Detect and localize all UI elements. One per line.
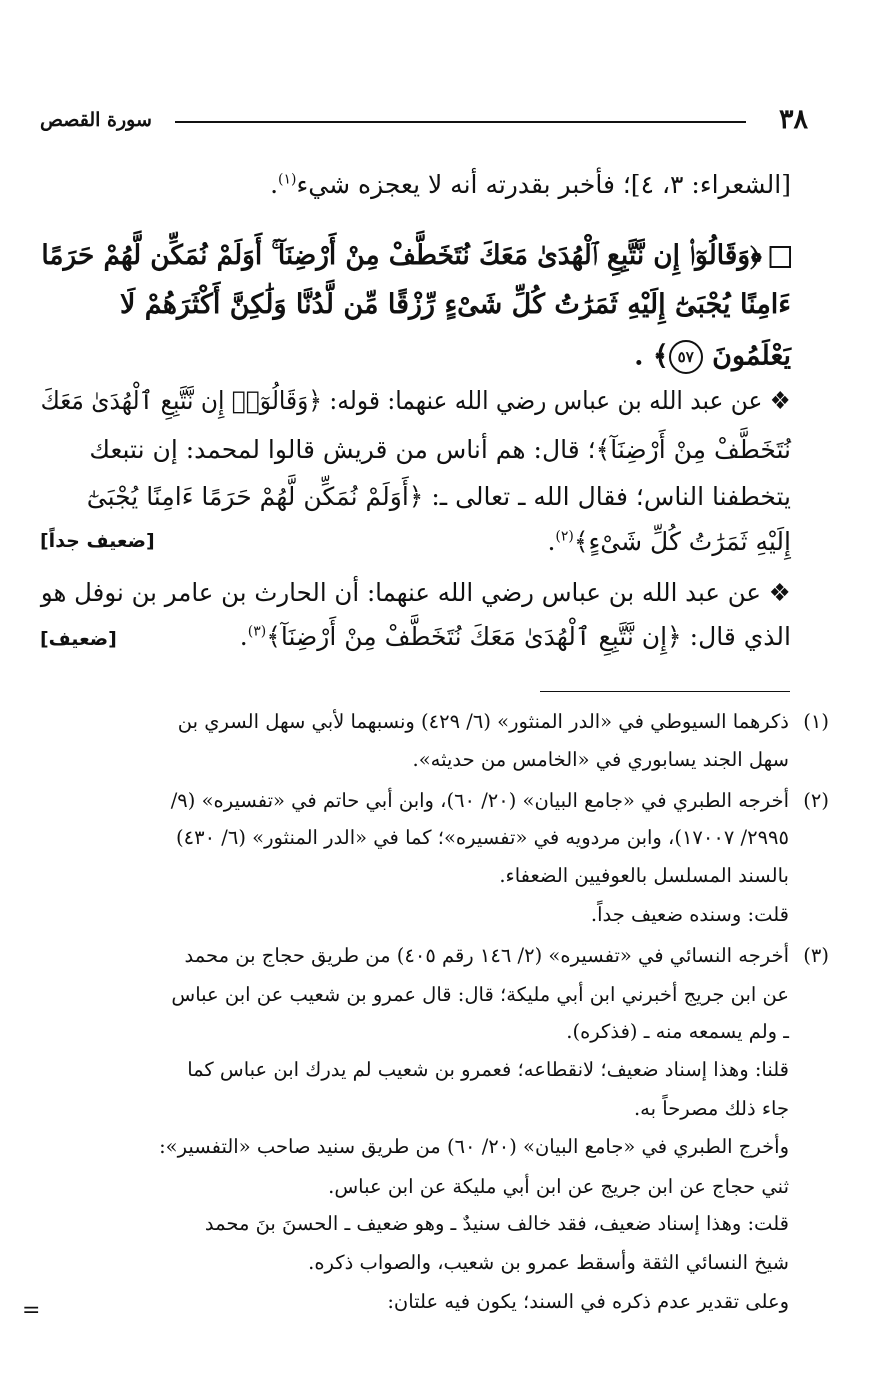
verse-line-2: ءَامِنًا يُجْبَىٰٓ إِلَيْهِ ثَمَرَٰتُ كُلِّ شَىْءٍ رِّزْقًا مِّن لَّدُنَّا وَلَٰكِنَّ أَكْثَرَهُمْ لَا — [119, 289, 791, 320]
footnote-3-line-7: ثني حجاج عن ابن جريج عن ابن أبي مليكة عن ابن عباس. — [328, 1175, 789, 1198]
hadith2-line-2: الذي قال: ﴿إِن نَّتَّبِعِ ٱلْهُدَىٰ مَعَكَ نُتَخَطَّفْ مِنْ أَرْضِنَآ﴾$^{(٣)}$. — [239, 622, 791, 651]
hadith1-line-2: نُتَخَطَّفْ مِنْ أَرْضِنَآ﴾؛ قال: هم أناس من قريش قالوا لمحمد: إن نتبعك — [89, 435, 791, 464]
footnote-3-line-9: شيخ النسائي الثقة وأسقط عمرو بن شعيب، والصواب ذكره. — [308, 1251, 789, 1274]
footnote-3-number: (٣) — [803, 944, 829, 967]
footnote-ref-1[interactable]: (١) — [278, 171, 297, 188]
intro-line: [الشعراء: ٣، ٤]؛ فأخبر بقدرته أنه لا يعجزه شيء$^{(١)}$. — [270, 170, 791, 199]
footnote-1-number: (١) — [803, 710, 829, 733]
page-header — [40, 100, 808, 140]
ayah-number-badge: ٥٧ — [669, 340, 703, 374]
footnote-3-line-8: قلت: وهذا إسناد ضعيف، فقد خالف سنيدٌ ـ وهو ضعيف ـ الحسنَ بنَ محمد — [204, 1212, 789, 1235]
footnote-3-line-10: وعلى تقدير عدم ذكره في السند؛ يكون فيه علتان: — [387, 1290, 789, 1313]
footnote-3-line-6: وأخرج الطبري في «جامع البيان» (٢٠/ ٦٠) من طريق سنيد صاحب «التفسير»: — [159, 1135, 789, 1158]
footnote-1-line-2: سهل الجند يسابوري في «الخامس من حديثه». — [412, 748, 789, 771]
footnote-separator — [540, 691, 790, 692]
footnote-2-line-1: أخرجه الطبري في «جامع البيان» (٢٠/ ٦٠)، وابن أبي حاتم في «تفسيره» (٩/ — [170, 789, 789, 812]
verse-line-3: يَعْلَمُونَ ٥٧﴾ . — [634, 340, 791, 374]
footnote-2-line-4: قلت: وسنده ضعيف جداً. — [590, 903, 789, 926]
footnote-2-line-3: بالسند المسلسل بالعوفيين الضعفاء. — [499, 864, 789, 887]
hadith2-line-1: ❖ عن عبد الله بن عباس رضي الله عنهما: أن الحارث بن عامر بن نوفل هو — [41, 578, 791, 607]
hadith1-line-1: ❖ عن عبد الله بن عباس رضي الله عنهما: قوله: ﴿وَقَالُوٓا۟ إِن نَّتَّبِعِ ٱلْهُدَىٰ مَعَكَ — [40, 386, 791, 415]
footnote-2-line-2: ٢٩٩٥/ ١٧٠٠٧)، وابن مردويه في «تفسيره»؛ كما في «الدر المنثور» (٦/ ٤٣٠) — [176, 826, 789, 849]
hadith1-line-4: إِلَيْهِ ثَمَرَٰتُ كُلِّ شَىْءٍ﴾$^{(٢)}$. — [547, 527, 791, 556]
margin-mark: = — [22, 1298, 41, 1323]
footnote-2-number: (٢) — [803, 789, 829, 812]
footnote-3-line-1: أخرجه النسائي في «تفسيره» (٢/ ١٤٦ رقم ٤٠٥) من طريق حجاج بن محمد — [184, 944, 789, 967]
footnote-3-line-5: جاء ذلك مصرحاً به. — [633, 1097, 789, 1120]
footnote-3-line-4: قلنا: وهذا إسناد ضعيف؛ لانقطاعه؛ فعمرو بن شعيب لم يدرك ابن عباس كما — [187, 1058, 789, 1081]
footnote-ref-2[interactable]: (٢) — [555, 528, 574, 545]
page-number: ٣٨ — [778, 104, 808, 135]
surah-title: سورة القصص — [40, 109, 152, 131]
intro-text: [الشعراء: ٣، ٤]؛ فأخبر بقدرته أنه لا يعجزه شيء — [296, 170, 791, 199]
header-rule — [175, 121, 746, 123]
grade-weak: [ضعيف] — [40, 628, 117, 650]
footnote-3-line-2: عن ابن جريج أخبرني ابن أبي مليكة؛ قال: قال عمرو بن شعيب عن ابن عباس — [171, 983, 789, 1006]
square-bullet-icon — [770, 246, 791, 268]
footnote-1-line-1: ذكرهما السيوطي في «الدر المنثور» (٦/ ٤٢٩) ونسبهما لأبي سهل السري بن — [177, 710, 789, 733]
footnote-ref-3[interactable]: (٣) — [247, 623, 267, 640]
hadith1-line-3: يتخطفنا الناس؛ فقال الله ـ تعالى ـ: ﴿أَوَلَمْ نُمَكِّن لَّهُمْ حَرَمًا ءَامِنًا يُجْبَىٰٓ — [86, 482, 791, 511]
footnote-3-line-3: ـ ولم يسمعه منه ـ (فذكره). — [566, 1020, 789, 1043]
verse-line-1: ﴿وَقَالُوٓا۟ إِن نَّتَّبِعِ ٱلْهُدَىٰ مَعَكَ نُتَخَطَّفْ مِنْ أَرْضِنَآ ۚ أَوَلَمْ نُمَكِّن لَّهُمْ حَرَمًا — [65, 240, 791, 272]
grade-very-weak: [ضعيف جداً] — [40, 530, 155, 552]
